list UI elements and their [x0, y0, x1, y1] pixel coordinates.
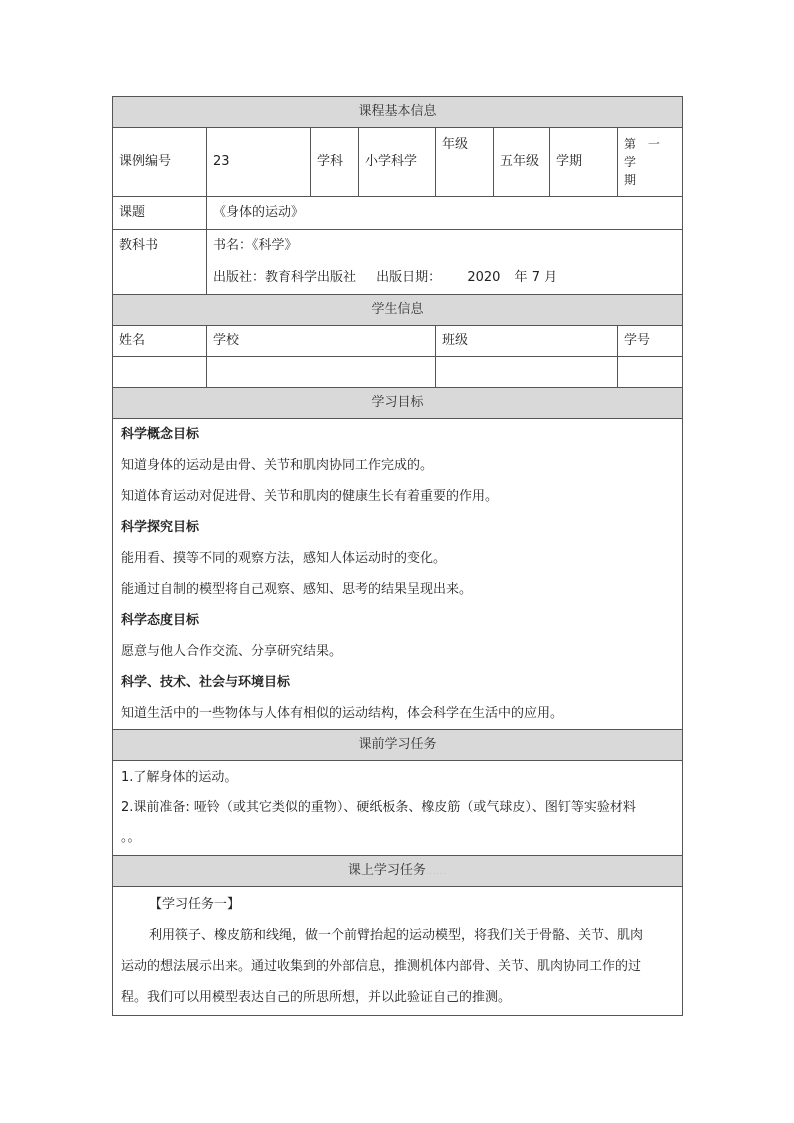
- student-name-field[interactable]: [113, 357, 207, 388]
- subject-label: 学科: [311, 128, 359, 197]
- pub-date-label: 出版日期：: [376, 270, 442, 285]
- in-class-header-cell: [113, 856, 683, 887]
- concept-item-1: 知道身体的运动是由骨、关节和肌肉协同工作完成的。: [121, 458, 434, 473]
- grade-value: 五年级: [494, 128, 550, 197]
- pre-class-row: [113, 761, 683, 856]
- course-info-table: [112, 96, 683, 1016]
- textbook-info: [207, 230, 683, 295]
- course-id-label: 课例编号: [113, 128, 207, 197]
- textbook-publisher-line: [213, 262, 676, 294]
- pre-class-header: 课前学习任务: [113, 730, 683, 761]
- publisher: 出版社：教育科学出版社: [213, 270, 357, 285]
- student-school-label: 学校: [207, 326, 436, 357]
- textbook-label: 教科书: [113, 230, 207, 295]
- student-class-field[interactable]: [436, 357, 618, 388]
- stse-item-1: 知道生活中的一些物体与人体有相似的运动结构，体会科学在生活中的应用。: [121, 706, 564, 721]
- in-class-para-line-1: 利用筷子、橡皮筋和线绳，做一个前臂抬起的运动模型，将我们关于骨骼、关节、肌肉: [149, 928, 644, 943]
- concept-item-2: 知道体育运动对促进骨、关节和肌肉的健康生长有着重要的作用。: [121, 489, 499, 504]
- objectives-header-row: [113, 388, 683, 419]
- grade-label: 年级: [436, 128, 494, 197]
- term-value: [618, 128, 683, 197]
- pre-class-task-2-end: 。。: [121, 830, 141, 845]
- pub-year: 2020: [467, 270, 501, 285]
- textbook-row: [113, 230, 683, 295]
- pre-class-content: [113, 761, 683, 856]
- course-info-header: 课程基本信息: [113, 97, 683, 128]
- pre-class-task-1: 1.了解身体的运动。: [121, 770, 238, 785]
- in-class-para-line-2: 运动的想法展示出来。通过收集到的外部信息，推测机体内部骨、关节、肌肉协同工作的过: [121, 959, 642, 974]
- student-class-label: 班级: [436, 326, 618, 357]
- term-value-line1: 第 一 学: [624, 137, 664, 169]
- inquiry-title: 科学探究目标: [121, 520, 200, 535]
- course-id-row: [113, 128, 683, 197]
- objectives-header: 学习目标: [113, 388, 683, 419]
- inquiry-item-1: 能用看、摸等不同的观察方法，感知人体运动时的变化。: [121, 551, 447, 566]
- term-label: 学期: [550, 128, 618, 197]
- course-title-row: [113, 197, 683, 230]
- pub-month: 7: [531, 270, 540, 285]
- objectives-content: [113, 419, 683, 730]
- attitude-title: 科学态度目标: [121, 613, 200, 628]
- course-title-value: 《身体的运动》: [207, 197, 683, 230]
- stse-title: 科学、技术、社会与环境目标: [121, 675, 291, 690]
- subject-value: 小学科学: [359, 128, 436, 197]
- student-number-label: 学号: [618, 326, 683, 357]
- in-class-row: [113, 887, 683, 1016]
- student-number-field[interactable]: [618, 357, 683, 388]
- student-school-field[interactable]: [207, 357, 436, 388]
- course-title-label: 课题: [113, 197, 207, 230]
- attitude-item-1: 愿意与他人合作交流、分享研究结果。: [121, 644, 343, 659]
- in-class-header-row: [113, 856, 683, 887]
- pre-class-task-2: 2.课前准备: 哑铃（或其它类似的重物）、硬纸板条、橡皮筋（或气球皮）、图钉等实验材料: [121, 800, 636, 815]
- textbook-name: 书名：《科学》: [213, 238, 298, 253]
- concept-title: 科学概念目标: [121, 427, 200, 442]
- month-unit: 月: [544, 270, 558, 285]
- course-info-header-row: [113, 97, 683, 128]
- in-class-header: 课上学习任务: [347, 862, 426, 878]
- term-value-line2: 期: [624, 173, 641, 187]
- objectives-row: [113, 419, 683, 730]
- student-labels-row: [113, 326, 683, 357]
- pre-class-header-row: [113, 730, 683, 761]
- in-class-header-dots: ......: [425, 866, 448, 876]
- year-unit: 年: [514, 270, 528, 285]
- student-name-label: 姓名: [113, 326, 207, 357]
- student-info-header-row: [113, 295, 683, 326]
- in-class-task-title: 【学习任务一】: [149, 897, 241, 912]
- student-info-header: 学生信息: [113, 295, 683, 326]
- student-values-row: [113, 357, 683, 388]
- in-class-content: [113, 887, 683, 1016]
- inquiry-item-2: 能通过自制的模型将自己观察、感知、思考的结果呈现出来。: [121, 582, 473, 597]
- course-id-value: 23: [207, 128, 311, 197]
- in-class-para-line-3: 程。我们可以用模型表达自己的所思所想，并以此验证自己的推测。: [121, 990, 512, 1005]
